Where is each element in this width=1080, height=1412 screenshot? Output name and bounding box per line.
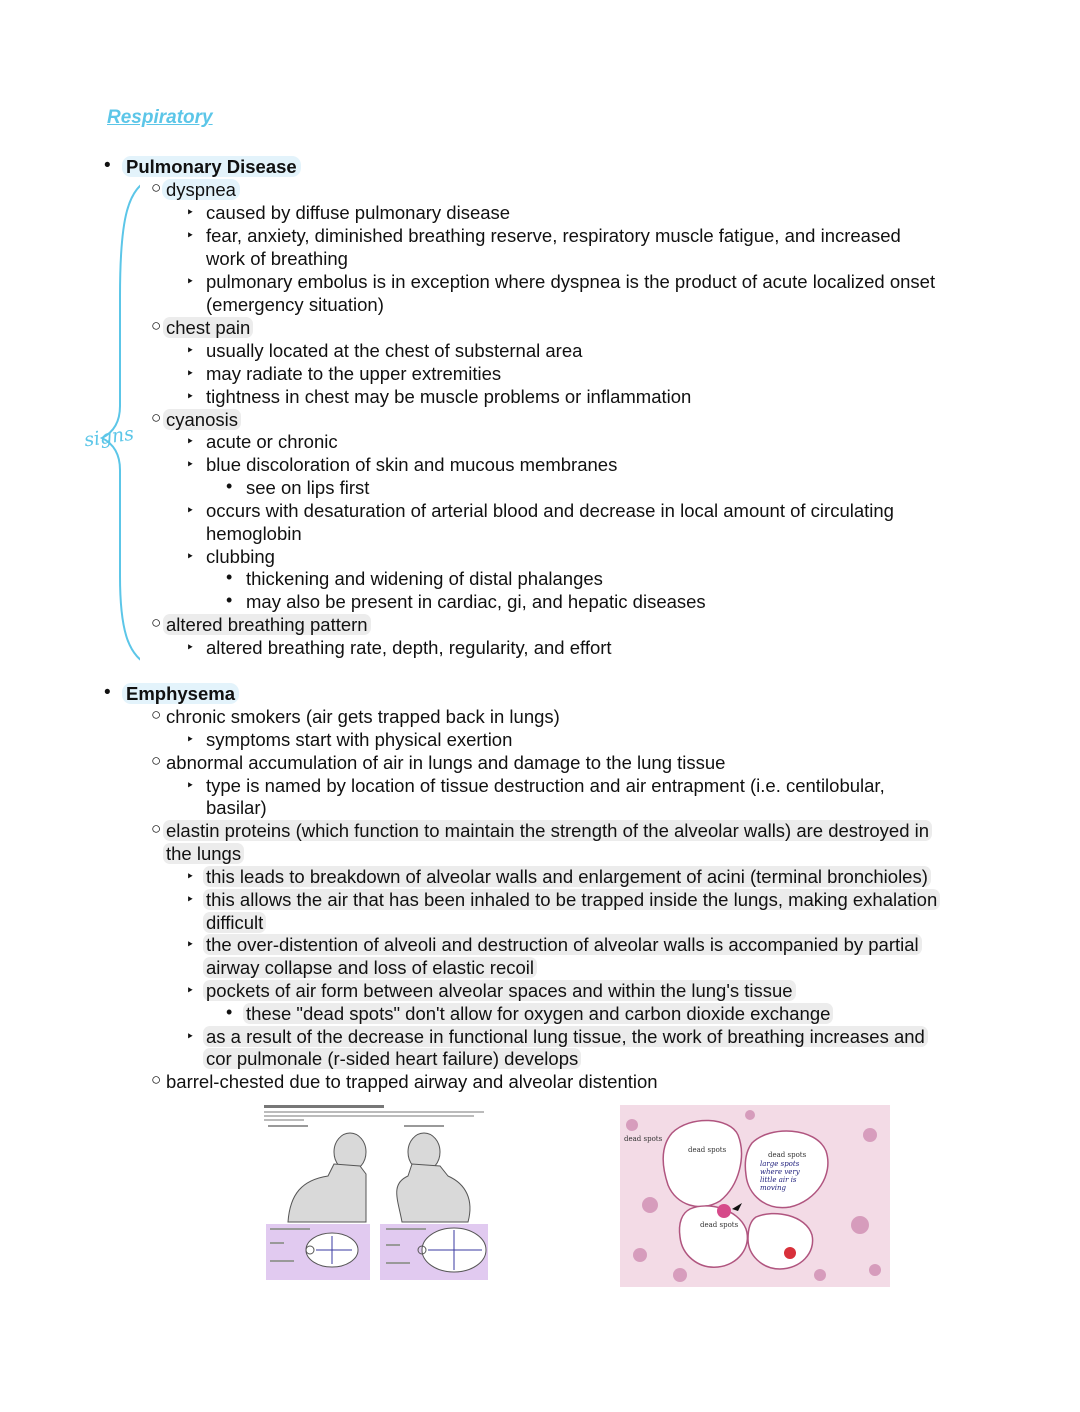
page-title: Respiratory	[107, 107, 213, 128]
note-line-text: the over-distention of alveoli and destruction of alveolar walls is accompanied by partial	[203, 934, 922, 955]
note-line-text: may also be present in cardiac, gi, and hepatic diseases	[246, 591, 706, 612]
bullet-marker: ○	[151, 705, 162, 724]
note-line-text: blue discoloration of skin and mucous membranes	[206, 454, 618, 475]
bullet-marker: ‣	[186, 639, 195, 655]
note-line-text: chronic smokers (air gets trapped back in lungs)	[166, 706, 560, 727]
note-line	[206, 522, 302, 545]
note-line	[206, 774, 885, 797]
note-line-text: altered breathing pattern	[163, 614, 371, 635]
note-line-text: altered breathing rate, depth, regularity, and effort	[206, 637, 612, 658]
note-line-text: basilar)	[206, 797, 267, 818]
note-line-text: clubbing	[206, 546, 275, 567]
bullet-marker: ○	[151, 613, 162, 632]
note-line-text: difficult	[203, 912, 266, 933]
note-line	[166, 408, 241, 431]
note-line-text: cor pulmonale (r-sided heart failure) develops	[203, 1048, 581, 1069]
note-line	[166, 178, 240, 201]
bullet-marker: ○	[151, 178, 162, 197]
emphysema-micrograph	[620, 1105, 890, 1287]
note-line-text: this leads to breakdown of alveolar walls and enlargement of acini (terminal bronchioles)	[203, 866, 931, 887]
bullet-marker: ○	[151, 1070, 162, 1089]
note-line	[246, 476, 369, 499]
note-line-text: (emergency situation)	[206, 294, 384, 315]
bullet-marker: ‣	[186, 1028, 195, 1044]
note-line	[206, 362, 501, 385]
note-line-text: barrel-chested due to trapped airway and alveolar distention	[166, 1071, 658, 1092]
note-line-text: acute or chronic	[206, 431, 338, 452]
note-line	[206, 911, 266, 934]
bullet-marker: ○	[151, 751, 162, 770]
note-line-text: may radiate to the upper extremities	[206, 363, 502, 384]
bullet-marker: ○	[151, 316, 162, 335]
note-line-text: symptoms start with physical exertion	[206, 729, 513, 750]
note-line-text: caused by diffuse pulmonary disease	[206, 202, 511, 223]
note-line	[206, 796, 267, 819]
note-line-text: airway collapse and loss of elastic recoil	[203, 957, 537, 978]
note-line-text: type is named by location of tissue destruction and air entrapment (i.e. centilobular,	[206, 775, 885, 796]
note-line-text: tightness in chest may be muscle problems or inflammation	[206, 386, 692, 407]
section-heading	[126, 155, 301, 178]
bullet-marker: ‣	[186, 936, 195, 952]
note-line	[206, 1025, 928, 1048]
note-line-text: the lungs	[163, 843, 244, 864]
note-line	[166, 751, 725, 774]
bullet-marker: ‣	[186, 777, 195, 793]
barrel-chest-figure	[262, 1104, 490, 1280]
note-line-text: cyanosis	[163, 409, 241, 430]
bullet-marker: ‣	[186, 502, 195, 518]
dead-spots-right-label: dead spots	[768, 1151, 807, 1159]
bullet-marker: ‣	[186, 204, 195, 220]
bullet-marker: •	[226, 476, 233, 496]
note-line	[206, 293, 384, 316]
bullet-marker: •	[226, 590, 233, 610]
note-line	[166, 819, 932, 842]
note-line-text: hemoglobin	[206, 523, 302, 544]
signs-annotation: signs	[82, 422, 136, 452]
note-line-text: as a result of the decrease in functional lung tissue, the work of breathing increases and	[203, 1026, 928, 1047]
dead-spots-top-label: dead spots	[688, 1146, 727, 1154]
note-line-text: thickening and widening of distal phalanges	[246, 568, 603, 589]
note-line	[246, 1002, 833, 1025]
bullet-marker: ‣	[186, 227, 195, 243]
note-line	[166, 613, 371, 636]
note-line-text: abnormal accumulation of air in lungs and damage to the lung tissue	[166, 752, 726, 773]
bullet-marker: •	[226, 1002, 233, 1022]
note-line-text: this allows the air that has been inhaled to be trapped inside the lungs, making exhalation	[203, 889, 940, 910]
note-line	[166, 1070, 658, 1093]
note-line	[206, 385, 691, 408]
bullet-marker: •	[104, 682, 111, 703]
section-heading	[126, 682, 239, 705]
note-line-text: fear, anxiety, diminished breathing reserve, respiratory muscle fatigue, and increased	[206, 225, 901, 246]
bullet-marker: ○	[151, 819, 162, 838]
note-line-text: pockets of air form between alveolar spaces and within the lung's tissue	[203, 980, 796, 1001]
bullet-marker: ‣	[186, 456, 195, 472]
note-line	[206, 888, 940, 911]
bullet-marker: ○	[151, 408, 162, 427]
note-line	[206, 979, 796, 1002]
note-line	[166, 316, 253, 339]
note-line	[206, 430, 338, 453]
bullet-marker: •	[226, 567, 233, 587]
note-line-text: usually located at the chest of substernal area	[206, 340, 583, 361]
note-line	[206, 1047, 581, 1070]
bullet-marker: ‣	[186, 731, 195, 747]
handwritten-note: large spots where very little air is moving	[760, 1160, 800, 1192]
note-line	[206, 201, 510, 224]
note-line	[206, 453, 617, 476]
note-line	[206, 247, 348, 270]
note-line	[206, 728, 512, 751]
note-line	[246, 590, 706, 613]
note-line-text: see on lips first	[246, 477, 370, 498]
note-line	[166, 842, 244, 865]
note-line	[166, 705, 560, 728]
note-line-text: dyspnea	[162, 179, 240, 200]
note-line-text: work of breathing	[206, 248, 348, 269]
note-line-text: pulmonary embolus is in exception where dyspnea is the product of acute localized onset	[206, 271, 936, 292]
note-line	[246, 567, 603, 590]
bullet-marker: •	[104, 155, 111, 176]
note-line	[206, 545, 275, 568]
bullet-marker: ‣	[186, 982, 195, 998]
bullet-marker: ‣	[186, 548, 195, 564]
note-line	[206, 339, 582, 362]
note-line-text: Emphysema	[122, 683, 239, 704]
bullet-marker: ‣	[186, 433, 195, 449]
note-line-text: elastin proteins (which function to maintain the strength of the alveolar walls) are destroyed in	[163, 820, 932, 841]
note-line	[206, 499, 894, 522]
note-line	[206, 270, 935, 293]
dead-spots-bottom-label: dead spots	[700, 1221, 739, 1229]
note-line-text: occurs with desaturation of arterial blood and decrease in local amount of circulating	[206, 500, 894, 521]
note-line-text: chest pain	[163, 317, 253, 338]
bullet-marker: ‣	[186, 342, 195, 358]
note-line	[206, 636, 612, 659]
bullet-marker: ‣	[186, 891, 195, 907]
note-line-text: these "dead spots" don't allow for oxygen and carbon dioxide exchange	[243, 1003, 833, 1024]
note-line	[206, 933, 922, 956]
note-line	[206, 224, 901, 247]
note-line	[206, 865, 931, 888]
note-line-text: Pulmonary Disease	[122, 156, 301, 177]
bullet-marker: ‣	[186, 388, 195, 404]
bullet-marker: ‣	[186, 273, 195, 289]
note-line	[206, 956, 537, 979]
bullet-marker: ‣	[186, 868, 195, 884]
dead-spots-left-label: dead spots	[624, 1135, 663, 1143]
bullet-marker: ‣	[186, 365, 195, 381]
